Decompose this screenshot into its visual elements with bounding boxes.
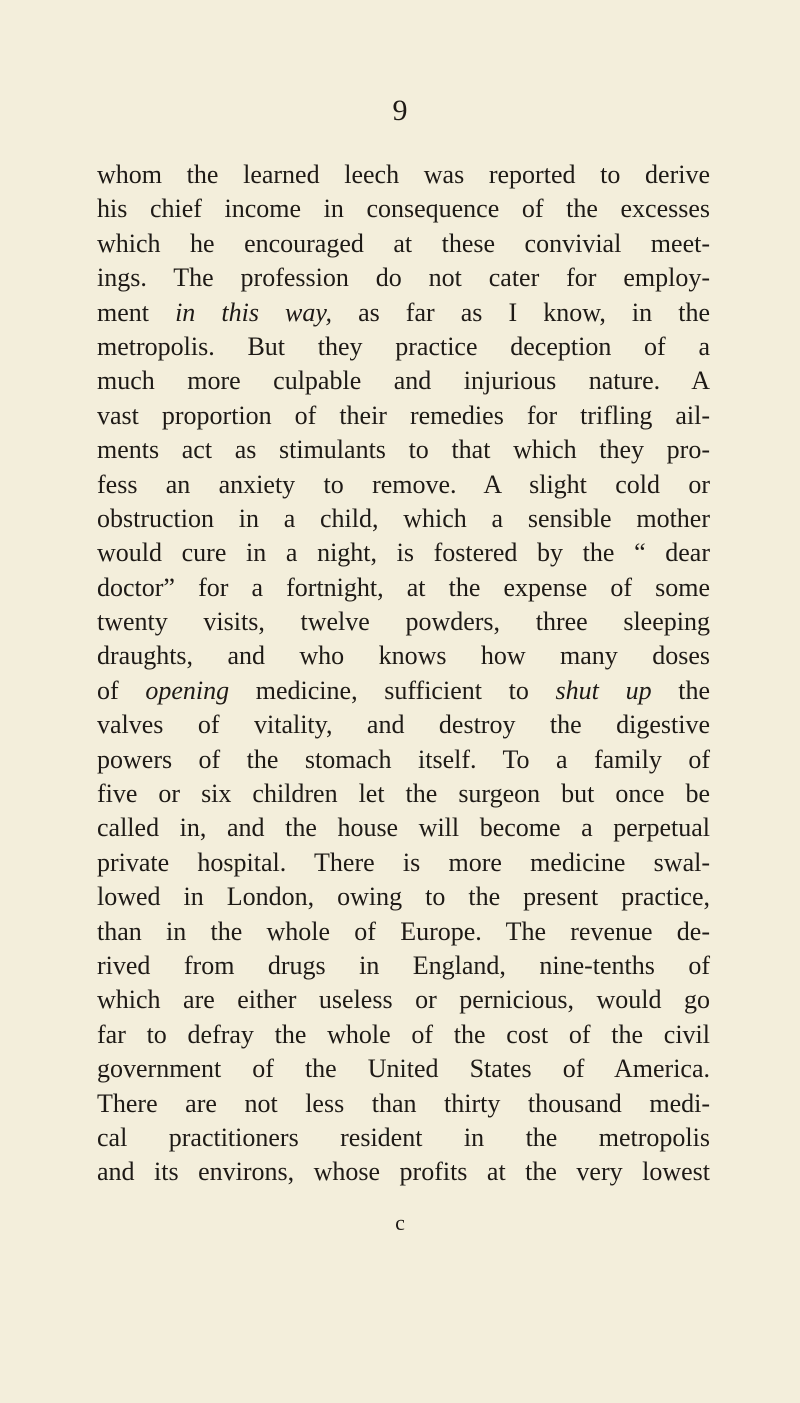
text-line: private hospital. There is more medicine swal- [97, 847, 710, 877]
text-line: whom the learned leech was reported to derive [97, 160, 710, 189]
text-line: much more culpable and injurious nature. A [97, 366, 710, 396]
text-line: ments act as stimulants to that which they pro- [97, 435, 710, 465]
text-line: fess an anxiety to remove. A slight cold or [97, 469, 710, 499]
italic-phrase: shut up [555, 675, 652, 705]
text-line: There are not less than thirty thousand medi- [97, 1088, 710, 1118]
text-line: five or six children let the surgeon but once be [97, 779, 710, 809]
text-line: which are either useless or pernicious, would go [97, 985, 710, 1015]
text-line: draughts, and who knows how many doses [97, 641, 710, 671]
text-line: ment in this way, as far as I know, in the [97, 297, 710, 327]
text-line: vast proportion of their remedies for trifling ail- [97, 400, 710, 430]
text-line: far to defray the whole of the cost of the civil [97, 1019, 710, 1049]
text-line: of opening medicine, sufficient to shut up the [97, 675, 711, 705]
text-line: twenty visits, twelve powders, three sleeping [97, 607, 710, 637]
text-line: his chief income in consequence of the excesses [97, 194, 710, 224]
text-line: ings. The profession do not cater for employ- [97, 263, 710, 293]
text-line: valves of vitality, and destroy the digestive [97, 710, 710, 740]
text-line: called in, and the house will become a perpetual [97, 813, 710, 843]
italic-phrase: opening [145, 675, 230, 705]
page-number: 9 [392, 94, 408, 127]
text-line: would cure in a night, is fostered by the “ dear [97, 538, 710, 568]
text-line: than in the whole of Europe. The revenue de- [97, 916, 710, 946]
text-line: government of the United States of America. [97, 1054, 710, 1084]
text-line: metropolis. But they practice deception of a [97, 331, 710, 361]
signature-mark: c [395, 1210, 405, 1235]
text-line: rived from drugs in England, nine-tenths of [97, 950, 710, 980]
italic-phrase: in this way, [175, 297, 332, 327]
text-line: doctor” for a fortnight, at the expense of some [97, 572, 710, 602]
body-text [97, 158, 710, 1190]
text-line: which he encouraged at these convivial meet- [97, 228, 710, 258]
text-line: and its environs, whose profits at the very lowest [97, 1157, 710, 1187]
text-line: powers of the stomach itself. To a family of [97, 744, 710, 774]
text-line: lowed in London, owing to the present practice, [97, 882, 710, 912]
text-line: obstruction in a child, which a sensible mother [97, 503, 710, 533]
text-line: cal practitioners resident in the metropolis [97, 1122, 710, 1152]
